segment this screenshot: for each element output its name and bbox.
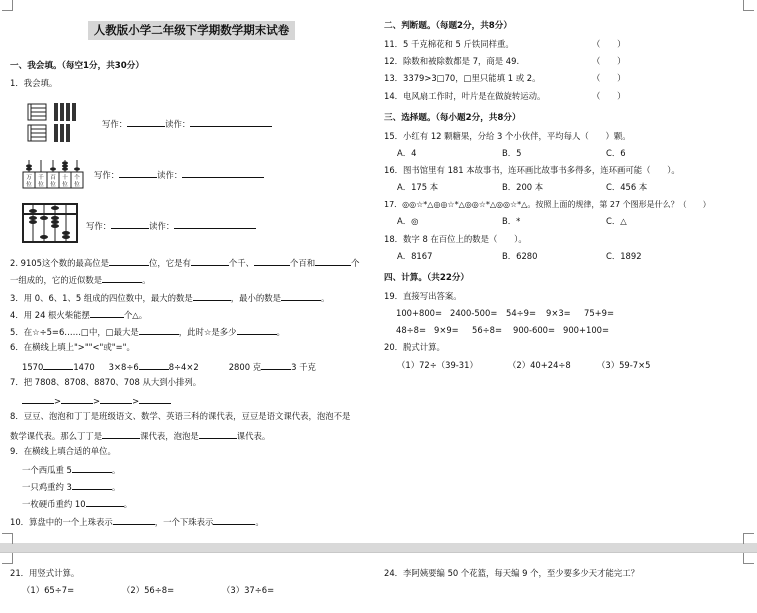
q5 — [10, 325, 285, 338]
q6-stem: 6．在横线上填上">""<"或"="。 — [10, 342, 135, 352]
q1-stem: 1．我会填。 — [10, 78, 58, 88]
answer-blank[interactable] — [182, 168, 264, 178]
judge-paren[interactable]: （ ） — [592, 56, 626, 66]
answer-blank[interactable] — [199, 429, 237, 439]
judge-item: 12．除数和被除数都是 7，商是 49. — [384, 56, 520, 66]
write-label: 写作： — [102, 119, 128, 129]
q6-items — [22, 360, 316, 373]
place-label: 位 — [38, 182, 44, 188]
q3 — [10, 291, 329, 304]
compare-item: 8÷4×2 — [168, 362, 199, 372]
q21-stem: 21．用竖式计算。 — [10, 568, 80, 578]
read-label: 读作： — [157, 170, 183, 180]
judge-item: 13．3379>3□70，□里只能填 1 或 2。 — [384, 73, 541, 83]
write-label: 写作： — [94, 170, 120, 180]
answer-blank[interactable] — [111, 219, 149, 229]
calc-item: 900+100= — [563, 325, 610, 335]
q2-text: 个百和 — [289, 258, 316, 268]
place-label: 个 — [74, 175, 80, 181]
calc-item: （1）65÷7= — [22, 585, 75, 595]
read-label: 读作： — [149, 221, 175, 231]
answer-blank[interactable] — [22, 394, 54, 404]
answer-blank[interactable] — [191, 256, 229, 266]
judge-paren[interactable]: （ ） — [592, 39, 626, 49]
choice-question: 17．◎◎☆*△◎◎☆*△◎◎☆*△◎◎☆*△。按照上面的规律，第 27 个图形是什么？（ ） — [384, 200, 711, 209]
section-3-heading: 三、选择题。（每小题2分，共8分） — [384, 113, 521, 123]
judge-paren[interactable]: （ ） — [592, 91, 626, 101]
q24-stem: 24．李阿姨要编 50 个花篮，每天编 9 个，至少要多少天才能完工？ — [384, 568, 640, 578]
q4 — [10, 308, 147, 321]
q2-text: 2. 9105这个数的最高位是 — [10, 258, 109, 268]
q9-text: 一只鸡重约 3 — [22, 482, 72, 492]
q10-text: 。 — [255, 517, 264, 527]
q8-line1: 8．豆豆、泡泡和丁丁是班级语文、数学、英语三科的课代表，豆豆是语文课代表，泡泡不是 — [10, 411, 351, 421]
exam-page-2 — [0, 552, 757, 613]
choice-option-b[interactable]: B．5 — [502, 148, 522, 158]
q2-line2 — [10, 273, 151, 286]
choice-question: 18．数字 8 在百位上的数是（ ）。 — [384, 234, 527, 244]
write-label: 写作： — [86, 221, 112, 231]
section-2-heading: 二、判断题。（每题2分，共8分） — [384, 21, 512, 31]
crop-mark — [743, 553, 754, 564]
answer-blank[interactable] — [237, 325, 277, 335]
answer-blank[interactable] — [127, 117, 165, 127]
crop-mark — [2, 553, 13, 564]
q3-text: 3．用 0、6、1、5 组成的四位数中，最大的数是 — [10, 293, 193, 303]
q9-b — [22, 480, 120, 493]
q9-c — [22, 497, 132, 510]
q2-text: 个千、 — [228, 258, 254, 268]
abacus-image — [22, 203, 78, 243]
place-label: 位 — [62, 182, 68, 188]
q2-text: 个 — [351, 258, 360, 268]
place-value-counter-image — [22, 158, 84, 190]
judge-item: 14．电风扇工作时，叶片是在做旋转运动。 — [384, 91, 546, 101]
place-label: 位 — [74, 182, 80, 188]
calc-item: 900-600= — [513, 325, 556, 335]
q19-stem: 19．直接写出答案。 — [384, 291, 462, 301]
judge-item: 11．5 千克棉花和 5 斤铁同样重。 — [384, 39, 514, 49]
answer-blank[interactable] — [102, 273, 142, 283]
calc-item: （3）37÷6= — [222, 585, 275, 595]
q10-text: ，一个下珠表示 — [154, 517, 214, 527]
answer-blank[interactable] — [86, 497, 124, 507]
calc-item: （1）72÷（39-31） — [397, 360, 478, 370]
choice-option-b[interactable]: B．200 本 — [502, 182, 544, 192]
choice-option-c[interactable]: C．456 本 — [606, 182, 648, 192]
q3-text: ，最小的数是 — [230, 293, 281, 303]
q1b-write-row — [94, 168, 264, 181]
choice-option-a[interactable]: A．◎ — [397, 216, 419, 226]
q9-text: 一枚硬币重约 10 — [22, 499, 86, 509]
q7-order — [22, 394, 171, 407]
counting-blocks-image — [26, 101, 82, 145]
place-label: 百 — [50, 175, 56, 181]
q4-text: 个△。 — [123, 310, 148, 320]
choice-question: 16．图书馆里有 181 本故事书，连环画比故事书多得多，连环画可能（ ）。 — [384, 165, 680, 175]
q9-stem: 9．在横线上填合适的单位。 — [10, 446, 116, 456]
greater-than: > — [54, 396, 62, 406]
crop-mark — [743, 0, 754, 11]
answer-blank[interactable] — [119, 168, 157, 178]
q9-text: 。 — [111, 482, 121, 492]
greater-than: > — [93, 396, 101, 406]
answer-blank[interactable] — [61, 394, 93, 404]
compare-item: 2800 克 — [228, 362, 262, 372]
q8-text: 课代表。 — [236, 431, 271, 441]
q2-text: 位，它是有 — [148, 258, 191, 268]
calc-item: 9×9= — [434, 325, 459, 335]
q9-text: 一个西瓜重 5 — [22, 465, 72, 475]
q2-text: 。 — [142, 275, 151, 285]
answer-blank[interactable] — [213, 515, 255, 525]
answer-blank[interactable] — [315, 256, 351, 266]
q8-text: 课代表，泡泡是 — [140, 431, 199, 441]
answer-blank[interactable] — [90, 308, 124, 318]
compare-item: 1570 — [22, 362, 44, 372]
answer-blank[interactable] — [261, 360, 291, 370]
answer-blank[interactable] — [72, 463, 112, 473]
choice-option-b[interactable]: B．6280 — [502, 251, 538, 261]
choice-option-a[interactable]: A．4 — [397, 148, 417, 158]
answer-blank[interactable] — [102, 429, 140, 439]
answer-blank[interactable] — [72, 480, 112, 490]
crop-mark — [2, 0, 13, 11]
q8-text: 数学课代表。那么丁丁是 — [10, 431, 103, 441]
calc-item: 100+800= — [396, 308, 443, 318]
compare-item: 3×8÷6 — [108, 362, 139, 372]
greater-than: > — [132, 396, 140, 406]
q2-text: 一组成的，它的近似数是 — [10, 275, 103, 285]
answer-blank[interactable] — [109, 256, 149, 266]
compare-item: 3 千克 — [291, 362, 316, 372]
q9-text: 。 — [111, 465, 121, 475]
place-label: 十 — [62, 175, 68, 181]
q2-line1 — [10, 256, 359, 269]
answer-blank[interactable] — [190, 117, 272, 127]
place-label: 位 — [50, 182, 56, 188]
section-4-heading: 四、计算。（共22分） — [384, 273, 470, 283]
calc-item: 48÷8= — [396, 325, 427, 335]
q10 — [10, 515, 264, 528]
choice-option-c[interactable]: C．6 — [606, 148, 626, 158]
exam-title: 人教版小学二年级下学期数学期末试卷 — [88, 21, 295, 40]
q8-line2 — [10, 429, 270, 442]
answer-blank[interactable] — [254, 256, 290, 266]
place-label: 位 — [26, 182, 32, 188]
choice-option-a[interactable]: A．8167 — [397, 251, 433, 261]
q9-a — [22, 463, 120, 476]
answer-blank[interactable] — [174, 219, 256, 229]
section-1-heading: 一、我会填。（每空1分，共30分） — [10, 61, 144, 71]
calc-item: （2）56÷8= — [122, 585, 175, 595]
answer-blank[interactable] — [193, 291, 231, 301]
place-label: 千 — [38, 175, 44, 181]
q7-stem: 7．把 7808、8708、8870、708 从大到小排列。 — [10, 377, 202, 387]
q4-text: 4．用 24 根火柴能摆 — [10, 310, 90, 320]
choice-option-a[interactable]: A．175 本 — [397, 182, 439, 192]
answer-blank[interactable] — [43, 360, 73, 370]
q5-text: 5．在☆÷5=6……□中，□最大是 — [10, 327, 139, 337]
q1a-write-row — [102, 117, 272, 130]
q5-text: 。 — [276, 327, 285, 337]
q9-text: 。 — [123, 499, 132, 509]
calc-item: 9×3= — [546, 308, 571, 318]
choice-option-c[interactable]: C．1892 — [606, 251, 642, 261]
choice-option-b[interactable]: B．* — [502, 216, 521, 226]
calc-item: 54÷9= — [506, 308, 537, 318]
answer-blank[interactable] — [139, 394, 171, 404]
calc-item: （3）59-7×5 — [597, 360, 651, 370]
q3-text: 。 — [320, 293, 330, 303]
calc-item: 75+9= — [584, 308, 615, 318]
judge-paren[interactable]: （ ） — [592, 73, 626, 83]
calc-item: （2）40+24÷8 — [508, 360, 571, 370]
read-label: 读作： — [165, 119, 191, 129]
crop-mark — [743, 533, 754, 544]
answer-blank[interactable] — [139, 325, 179, 335]
calc-item: 56÷8= — [472, 325, 503, 335]
answer-blank[interactable] — [139, 360, 169, 370]
choice-option-c[interactable]: C．△ — [606, 216, 627, 226]
q10-text: 10．算盘中的一个上珠表示 — [10, 517, 113, 527]
place-label: 万 — [26, 175, 32, 181]
answer-blank[interactable] — [113, 515, 155, 525]
q20-stem: 20．脱式计算。 — [384, 342, 445, 352]
answer-blank[interactable] — [100, 394, 132, 404]
answer-blank[interactable] — [281, 291, 321, 301]
calc-item: 2400-500= — [450, 308, 498, 318]
choice-question: 15．小红有 12 颗糖果，分给 3 个小伙伴，平均每人（ ）颗。 — [384, 131, 631, 141]
q5-text: ，此时☆是多少 — [178, 327, 237, 337]
q1c-write-row — [86, 219, 256, 232]
compare-item: 1470 — [73, 362, 95, 372]
crop-mark — [2, 533, 13, 544]
